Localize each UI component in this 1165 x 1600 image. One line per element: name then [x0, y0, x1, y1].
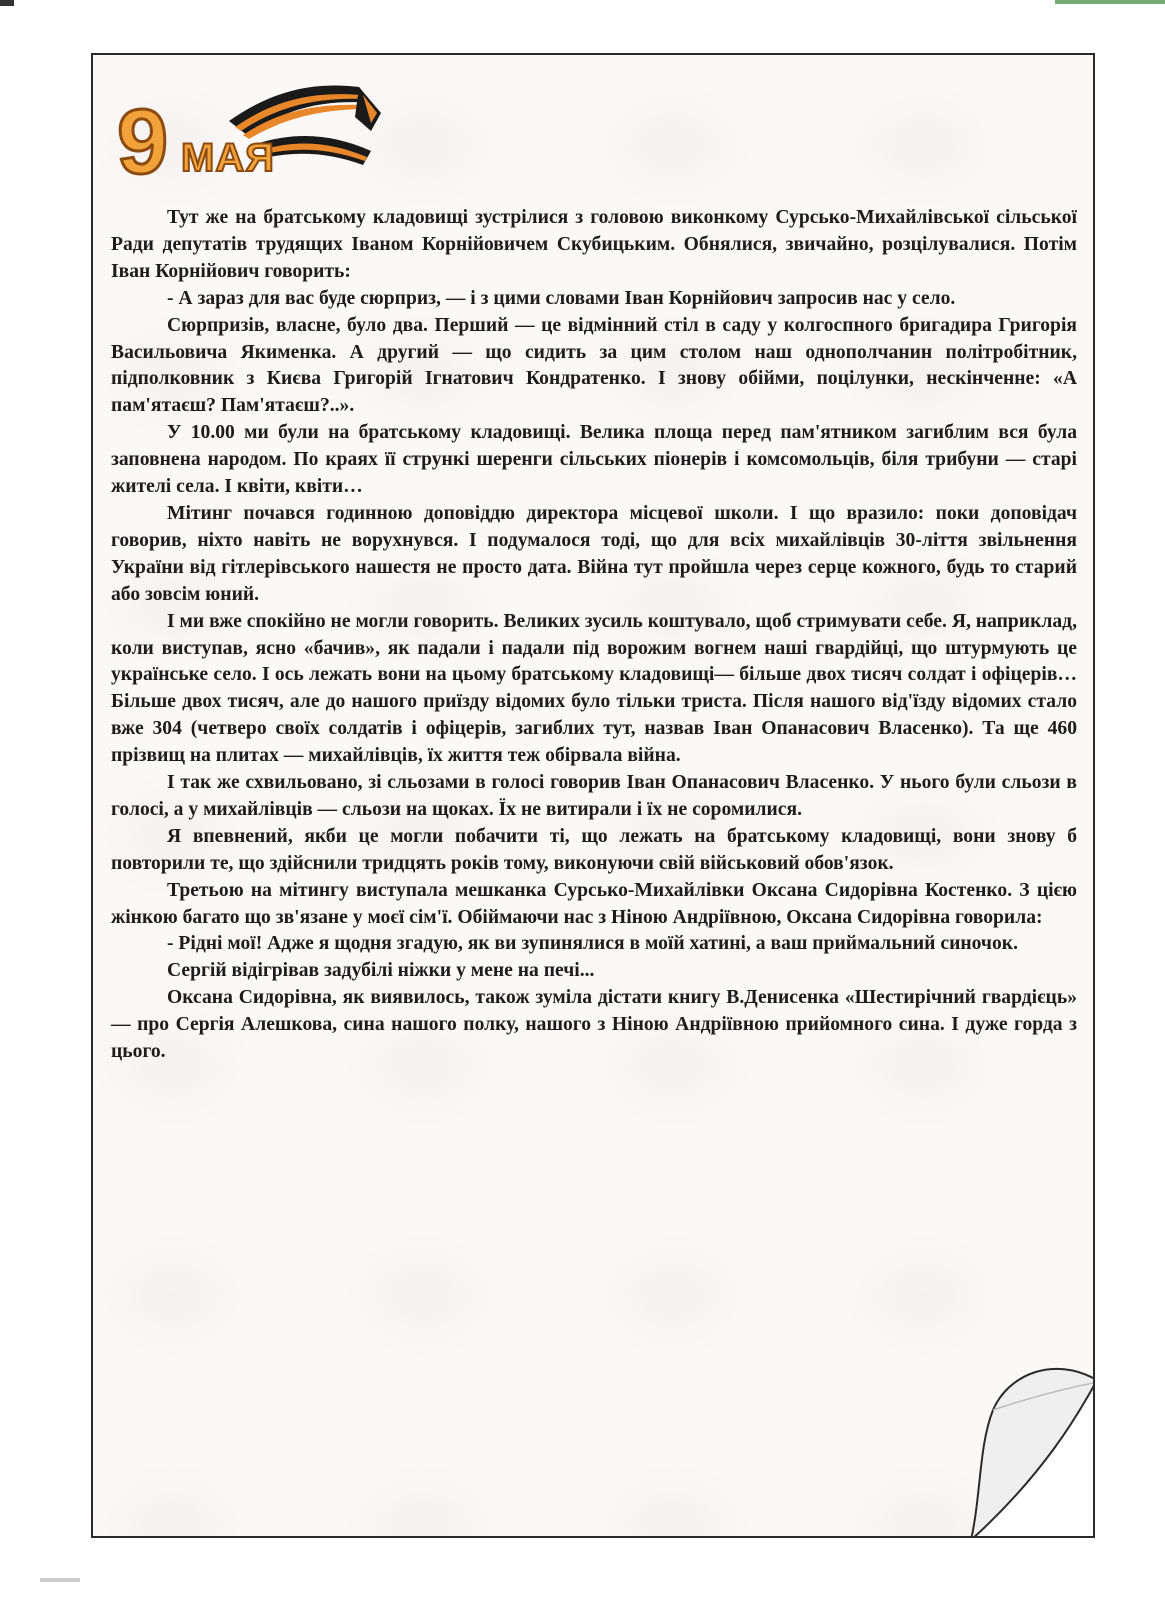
paragraph: Оксана Сидорівна, як виявилось, також зуміла дістати книгу В.Денисенка «Шестирічний гвардієць» — про Сергія Алешкова, сина нашого полку, нашого з Ніною Андріївною прийомного сина. І дуже горда з цього. [111, 987, 1077, 1063]
paragraph: - А зараз для вас буде сюрприз, — і з цими словами Іван Корнійович запросив нас у село. [167, 287, 956, 309]
paragraph: І так же схвильовано, зі сльозами в голосі говорив Іван Опанасович Власенко. У нього були сльози в голосі, а у михайлівців — сльози на щоках. Їх не витирали і їх не соромилися. [111, 772, 1077, 820]
paragraph: У 10.00 ми були на братському кладовищі. Велика площа перед пам'ятником загиблим вся була заповнена народом. По краях її стрункі шеренги сільських піонерів і комсомольців, біля трибуни — старі жителі села. І квіти, квіти… [111, 422, 1077, 498]
victory-day-logo [109, 73, 391, 183]
article-body [111, 205, 1077, 1066]
paragraph: Сергій відігрівав задубілі ніжки у мене на печі... [167, 960, 595, 982]
paragraph: І ми вже спокійно не могли говорить. Великих зусиль коштувало, щоб стримувати себе. Я, наприклад, коли виступав, ясно «бачив», як падали і падали під ворожим вогнем наші гвардійці, що штурмують це українське село. І ось лежать вони на цьому братському кладовищі— більше двох тисяч солдат і офіцерів… Більше двох тисяч, але до нашого приїзду відомих було тільки триста. Після нашого від'їзду відомих стало вже 304 (четверо своїх солдатів і офіцерів, загиблих тут, назвав Іван Опанасович Власенко). Та ще 460 прізвищ на плитах — михайлівців, їх життя теж обірвала війна. [111, 610, 1077, 767]
scan-edge-mark [1055, 0, 1165, 4]
logo-number: 9 [117, 91, 169, 183]
paragraph: Мітинг почався годинною доповіддю директора місцевої школи. І що вразило: поки доповідач говорив, ніхто навіть не ворухнувся. І подумалося тоді, що для всіх михайлівців 30-ліття звільнення України від гітлерівського нашестя не просто дата. Війна тут пройшла через серце кожного, будь то старий або зовсім юний. [111, 502, 1077, 605]
scan-edge-mark [40, 1578, 80, 1582]
paragraph: Третьою на мітингу виступала мешканка Сурсько-Михайлівки Оксана Сидорівна Костенко. З цією жінкою багато що зв'язане у моєї сім'ї. Обіймаючи нас з Ніною Андріївною, Оксана Сидорівна говорила: [111, 879, 1077, 928]
paragraph: - Рідні мої! Адже я щодня згадую, як ви зупинялися в моїй хатині, а ваш приймальний синочок. [167, 933, 1018, 955]
paragraph: Я впевнений, якби це могли побачити ті, що лежать на братському кладовищі, вони знову б повторили те, що здійснили тридцять років тому, виконуючи свій військовий обов'язок. [111, 825, 1077, 874]
document-page [91, 53, 1095, 1538]
paragraph: Сюрпризів, власне, було два. Перший — це відмінний стіл в саду у колгоспного бригадира Григорія Васильовича Якименка. А другий — що сидить за цим столом наш однополчанин політробітник, підполковник з Києва Григорій Ігнатович Кондратенко. І знову обійми, поцілунки, нескінченне: «А пам'ятаєш? Пам'ятаєш?..». [111, 314, 1077, 417]
paragraph: Тут же на братському кладовищі зустрілися з головою виконкому Сурсько-Михайлівської сільської Ради депутатів трудящих Іваном Корнійовичем Скубицьким. Обнялися, звичайно, розцілувалися. Потім Іван Корнійович говорить: [111, 207, 1077, 282]
scan-edge-mark [0, 0, 14, 6]
logo-word: МАЯ [181, 136, 275, 180]
